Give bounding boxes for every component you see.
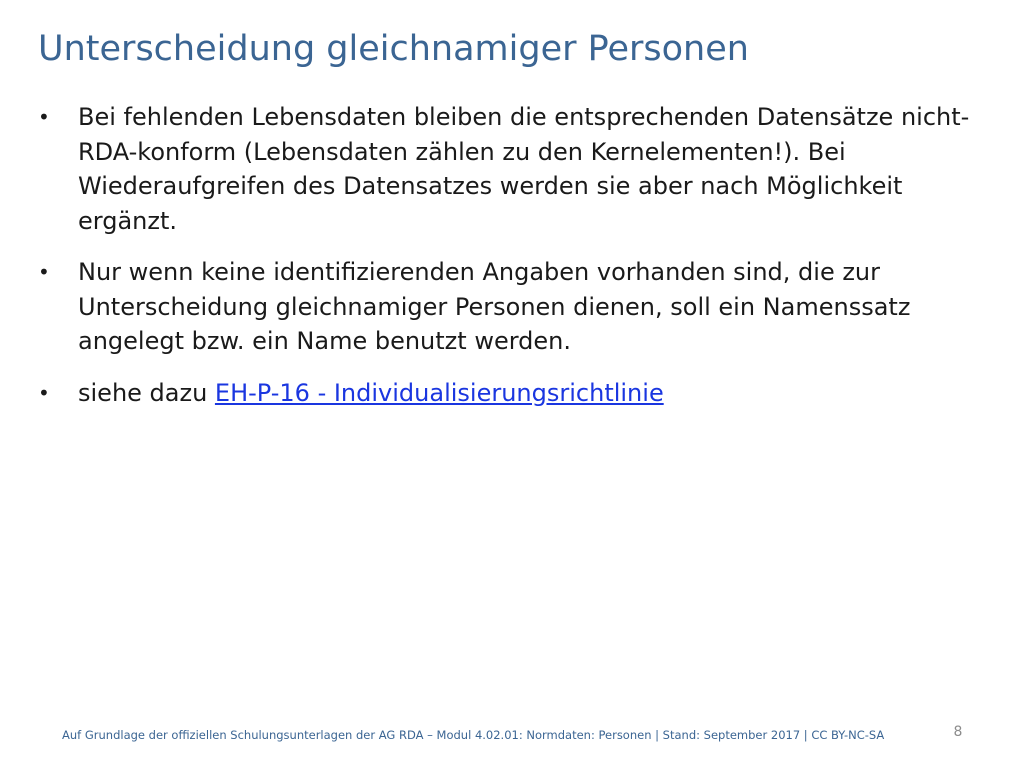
bullet-list — [38, 100, 988, 427]
page-number: 8 — [953, 724, 963, 740]
bullet-item-siehe-dazu — [38, 376, 988, 411]
bullet-marker: • — [38, 260, 50, 284]
bullet-marker: • — [38, 105, 50, 129]
bullet-item-lebensdaten — [38, 100, 988, 238]
bullet-text: Bei fehlenden Lebensdaten bleiben die entsprechenden Datensätze nicht-RDA-konform (Lebensdaten zählen zu den Kernelementen!). Bei Wiederaufgreifen des Datensatzes werden sie aber nach Möglichkeit ergänzt. — [78, 103, 970, 235]
bullet-text: Nur wenn keine identifizierenden Angaben vorhanden sind, die zur Unterscheidung gleichnamiger Personen dienen, soll ein Namenssatz angelegt bzw. ein Name benutzt werden. — [78, 258, 911, 355]
bullet-item-namenssatz — [38, 255, 988, 359]
bullet-text-prefix: siehe dazu — [78, 378, 215, 407]
slide-footer: Auf Grundlage der offiziellen Schulungsunterlagen der AG RDA – Modul 4.02.01: Normdaten: Personen | Stand: September 2017 | CC BY-NC-SA — [62, 728, 885, 742]
individualisierungsrichtlinie-link[interactable]: EH-P-16 - Individualisierungsrichtlinie — [214, 378, 664, 407]
slide-title: Unterscheidung gleichnamiger Personen — [38, 29, 749, 69]
bullet-marker: • — [38, 380, 50, 405]
